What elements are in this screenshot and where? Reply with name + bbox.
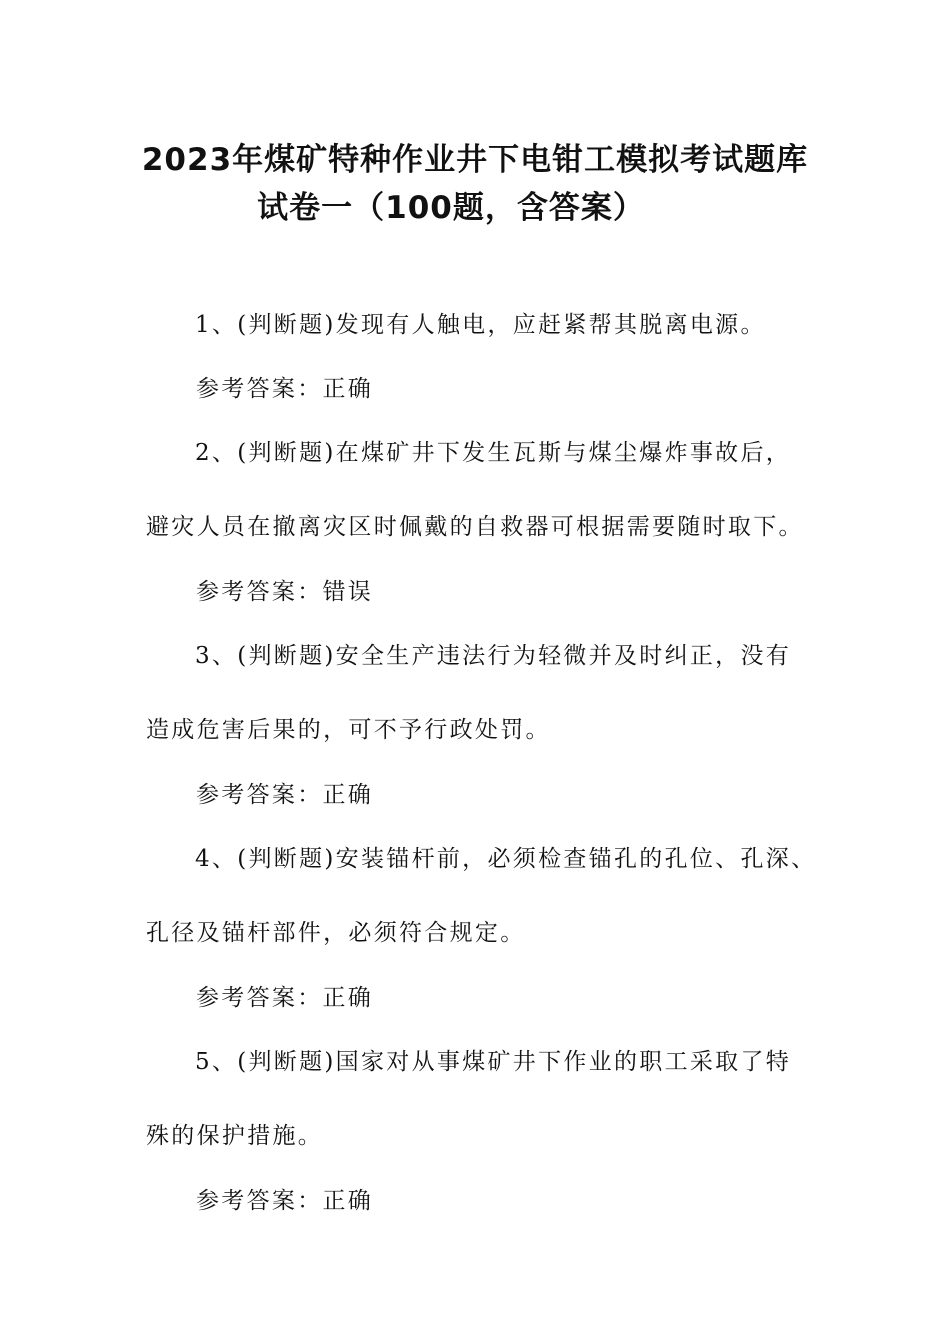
- question-3-answer: 参考答案：正确: [196, 782, 374, 808]
- question-3-text-continued: 造成危害后果的，可不予行政处罚。: [146, 717, 551, 743]
- document-title-line-1: 2023年煤矿特种作业井下电钳工模拟考试题库: [141, 142, 809, 178]
- document-title-line-2: 试卷一（100题，含答案）: [257, 190, 645, 226]
- question-3-text: 3、(判断题)安全生产违法行为轻微并及时纠正，没有: [195, 643, 792, 669]
- question-2-text: 2、(判断题)在煤矿井下发生瓦斯与煤尘爆炸事故后，: [195, 440, 792, 466]
- question-5-answer: 参考答案：正确: [196, 1188, 374, 1214]
- question-5-text: 5、(判断题)国家对从事煤矿井下作业的职工采取了特: [195, 1049, 792, 1075]
- question-4-text: 4、(判断题)安装锚杆前，必须检查锚孔的孔位、孔深、: [195, 846, 817, 872]
- question-1-text: 1、(判断题)发现有人触电，应赶紧帮其脱离电源。: [195, 312, 766, 338]
- question-4-answer: 参考答案：正确: [196, 985, 374, 1011]
- question-4-text-continued: 孔径及锚杆部件，必须符合规定。: [146, 920, 526, 946]
- question-2-answer: 参考答案：错误: [196, 579, 374, 605]
- question-2-text-continued: 避灾人员在撤离灾区时佩戴的自救器可根据需要随时取下。: [146, 514, 804, 540]
- question-5-text-continued: 殊的保护措施。: [146, 1123, 324, 1149]
- question-1-answer: 参考答案：正确: [196, 376, 374, 402]
